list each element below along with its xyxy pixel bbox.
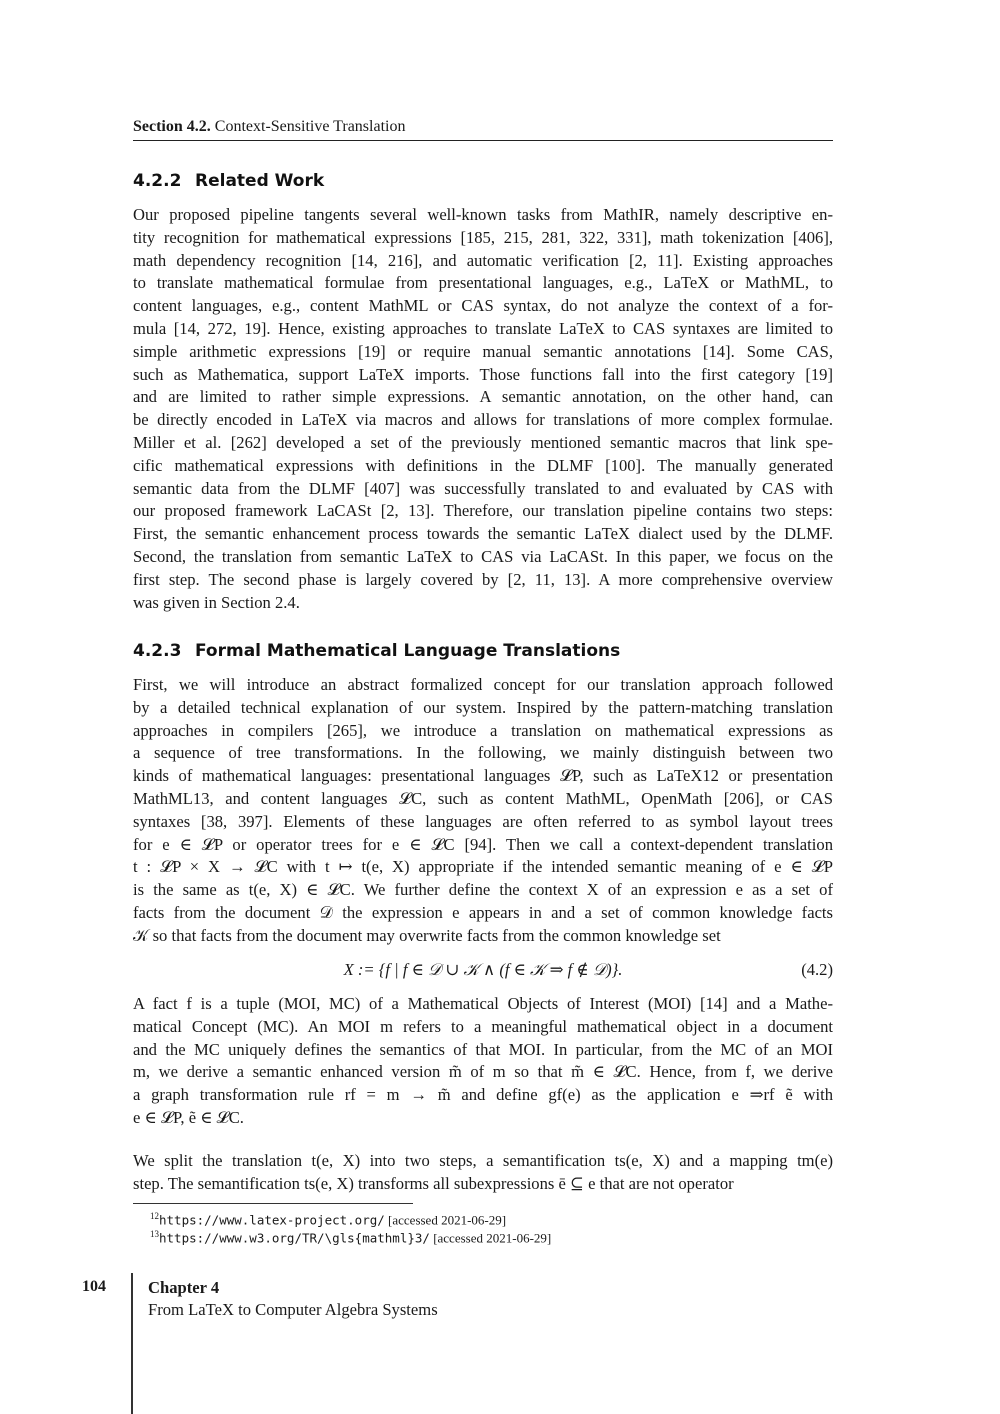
footnote-13 bbox=[150, 1225, 551, 1247]
heading-title: Related Work bbox=[195, 171, 325, 191]
text-line: step. The semantification ts(e, X) transforms all subexpressions ē ⊆ e that are not operator bbox=[133, 1173, 734, 1193]
text-line: First, we will introduce an abstract formalized concept for our translation approach followed bbox=[133, 675, 833, 694]
equation-4-2 bbox=[133, 958, 833, 982]
footnote-url[interactable]: https://www.w3.org/TR/\gls{mathml}3/ bbox=[159, 1230, 430, 1246]
text-line: approaches in compilers [265], we introduce a translation on mathematical expressions as bbox=[133, 720, 833, 740]
text-line: a sequence of tree transformations. In the following, we mainly distinguish between two bbox=[133, 743, 833, 763]
text-line: MathML13, and content languages 𝓛C, such as content MathML, OpenMath [206], or CAS bbox=[133, 788, 833, 808]
text-line: t : 𝓛P × X → 𝓛C with t ↦ t(e, X) appropriate if the intended semantic meaning of e ∈ 𝓛P bbox=[133, 857, 833, 877]
text-line: Second, the translation from semantic LaTeX to CAS via LaCASt. In this paper, we focus on the bbox=[133, 546, 833, 566]
text-line: syntaxes [38, 397]. Elements of these languages are often referred to as symbol layout trees bbox=[133, 811, 833, 831]
running-header bbox=[133, 117, 833, 137]
text-line: and the MC uniquely defines the semantics of that MOI. In particular, from the MC of an MOI bbox=[133, 1039, 833, 1059]
footnote-note: [accessed 2021-06-29] bbox=[388, 1212, 507, 1228]
text-line: math dependency recognition [14, 216], and automatic verification [2, 11]. Existing approaches bbox=[133, 250, 833, 270]
page-number: 104 bbox=[82, 1278, 106, 1295]
text-line: our proposed framework LaCASt [2, 13]. Therefore, our translation pipeline contains two steps: bbox=[133, 501, 833, 521]
text-line: 𝒦 so that facts from the document may overwrite facts from the common knowledge set bbox=[133, 925, 721, 945]
chapter-title: From LaTeX to Computer Algebra Systems bbox=[148, 1300, 438, 1319]
paragraph-translation-split bbox=[133, 1150, 833, 1196]
heading-number: 4.2.3 bbox=[133, 641, 182, 661]
footnote-note: [accessed 2021-06-29] bbox=[433, 1230, 552, 1246]
chapter-label: Chapter 4 bbox=[148, 1278, 220, 1297]
footnote-mark: 12 bbox=[150, 1211, 159, 1221]
equation-expression: X := {f | f ∈ 𝒟 ∪ 𝒦 ∧ (f ∈ 𝒦 ⇒ f ∉ 𝒟)}. bbox=[343, 960, 623, 979]
footnote-url[interactable]: https://www.latex-project.org/ bbox=[159, 1212, 385, 1228]
paragraph-formal-translations bbox=[133, 674, 833, 948]
text-line: a graph transformation rule rf = m → m̃ and define gf(e) as the application e ⇒rf ẽ with bbox=[133, 1085, 833, 1105]
text-line: be directly encoded in LaTeX via macros and allows for translations of more complex formulae. bbox=[133, 410, 833, 430]
text-line: first step. The second phase is largely covered by [2, 11, 13]. A more comprehensive overview bbox=[133, 569, 833, 589]
equation-number: (4.2) bbox=[801, 960, 833, 979]
text-line: We split the translation t(e, X) into two steps, a semantification ts(e, X) and a mapping tm(e) bbox=[133, 1151, 833, 1170]
text-line: is the same as t(e, X) ∈ 𝓛C. We further define the context X of an expression e as a set of bbox=[133, 880, 833, 900]
heading-number: 4.2.2 bbox=[133, 171, 182, 191]
text-line: m, we derive a semantic enhanced version m̃ of m so that m̃ ∈ 𝓛C. Hence, from f, we derive bbox=[133, 1062, 833, 1082]
text-line: for e ∈ 𝓛P or operator trees for e ∈ 𝓛C [94]. Then we call a context-dependent translation bbox=[133, 834, 833, 854]
footer-vertical-rule bbox=[131, 1273, 133, 1414]
text-line: by a detailed technical explanation of our system. Inspired by the pattern-matching translation bbox=[133, 697, 833, 717]
heading-related-work bbox=[133, 170, 833, 192]
header-rule bbox=[133, 140, 833, 141]
text-line: mula [14, 272, 19]. Hence, existing approaches to translate LaTeX to CAS syntaxes are limited to bbox=[133, 318, 833, 338]
text-line: and are limited to rather simple expressions. A semantic annotation, on the other hand, can bbox=[133, 387, 833, 407]
section-label: Section 4.2. bbox=[133, 118, 211, 135]
text-line: semantic data from the DLMF [407] was successfully translated to and evaluated by CAS with bbox=[133, 478, 833, 498]
text-line: was given in Section 2.4. bbox=[133, 592, 300, 612]
text-line: A fact f is a tuple (MOI, MC) of a Mathematical Objects of Interest (MOI) [14] and a Mathe- bbox=[133, 994, 833, 1013]
text-line: facts from the document 𝒟 the expression e appears in and a set of common knowledge facts bbox=[133, 902, 833, 922]
text-line: e ∈ 𝓛P, ẽ ∈ 𝓛C. bbox=[133, 1107, 244, 1127]
heading-title: Formal Mathematical Language Translations bbox=[195, 641, 621, 661]
section-title: Context-Sensitive Translation bbox=[214, 118, 406, 135]
text-line: cific mathematical expressions with definitions in the DLMF [100]. The manually generated bbox=[133, 455, 833, 475]
text-line: such as Mathematica, support LaTeX imports. Those functions fall into the first category [19] bbox=[133, 364, 833, 384]
text-line: Our proposed pipeline tangents several well-known tasks from MathIR, namely descriptive en- bbox=[133, 205, 833, 224]
text-line: First, the semantic enhancement process towards the semantic LaTeX dialect used by the DLMF. bbox=[133, 524, 833, 544]
text-line: simple arithmetic expressions [19] or require manual semantic annotations [14]. Some CAS, bbox=[133, 341, 833, 361]
text-line: kinds of mathematical languages: presentational languages 𝓛P, such as LaTeX12 or presentation bbox=[133, 766, 833, 786]
text-line: to translate mathematical formulae from presentational languages, e.g., LaTeX or MathML, to bbox=[133, 273, 833, 293]
paragraph-related-work bbox=[133, 204, 833, 614]
text-line: tity recognition for mathematical expressions [185, 215, 281, 322, 331], math tokenization [406], bbox=[133, 227, 833, 247]
heading-formal-translations bbox=[133, 640, 833, 662]
paragraph-fact-definition bbox=[133, 993, 833, 1130]
text-line: Miller et al. [262] developed a set of the previously mentioned semantic macros that link spe- bbox=[133, 432, 833, 452]
text-line: matical Concept (MC). An MOI m refers to a meaningful mathematical object in a document bbox=[133, 1016, 833, 1036]
footnote-mark: 13 bbox=[150, 1229, 159, 1239]
footnote-rule bbox=[133, 1203, 413, 1204]
text-line: content languages, e.g., content MathML or CAS syntax, do not analyze the context of a for- bbox=[133, 296, 833, 316]
